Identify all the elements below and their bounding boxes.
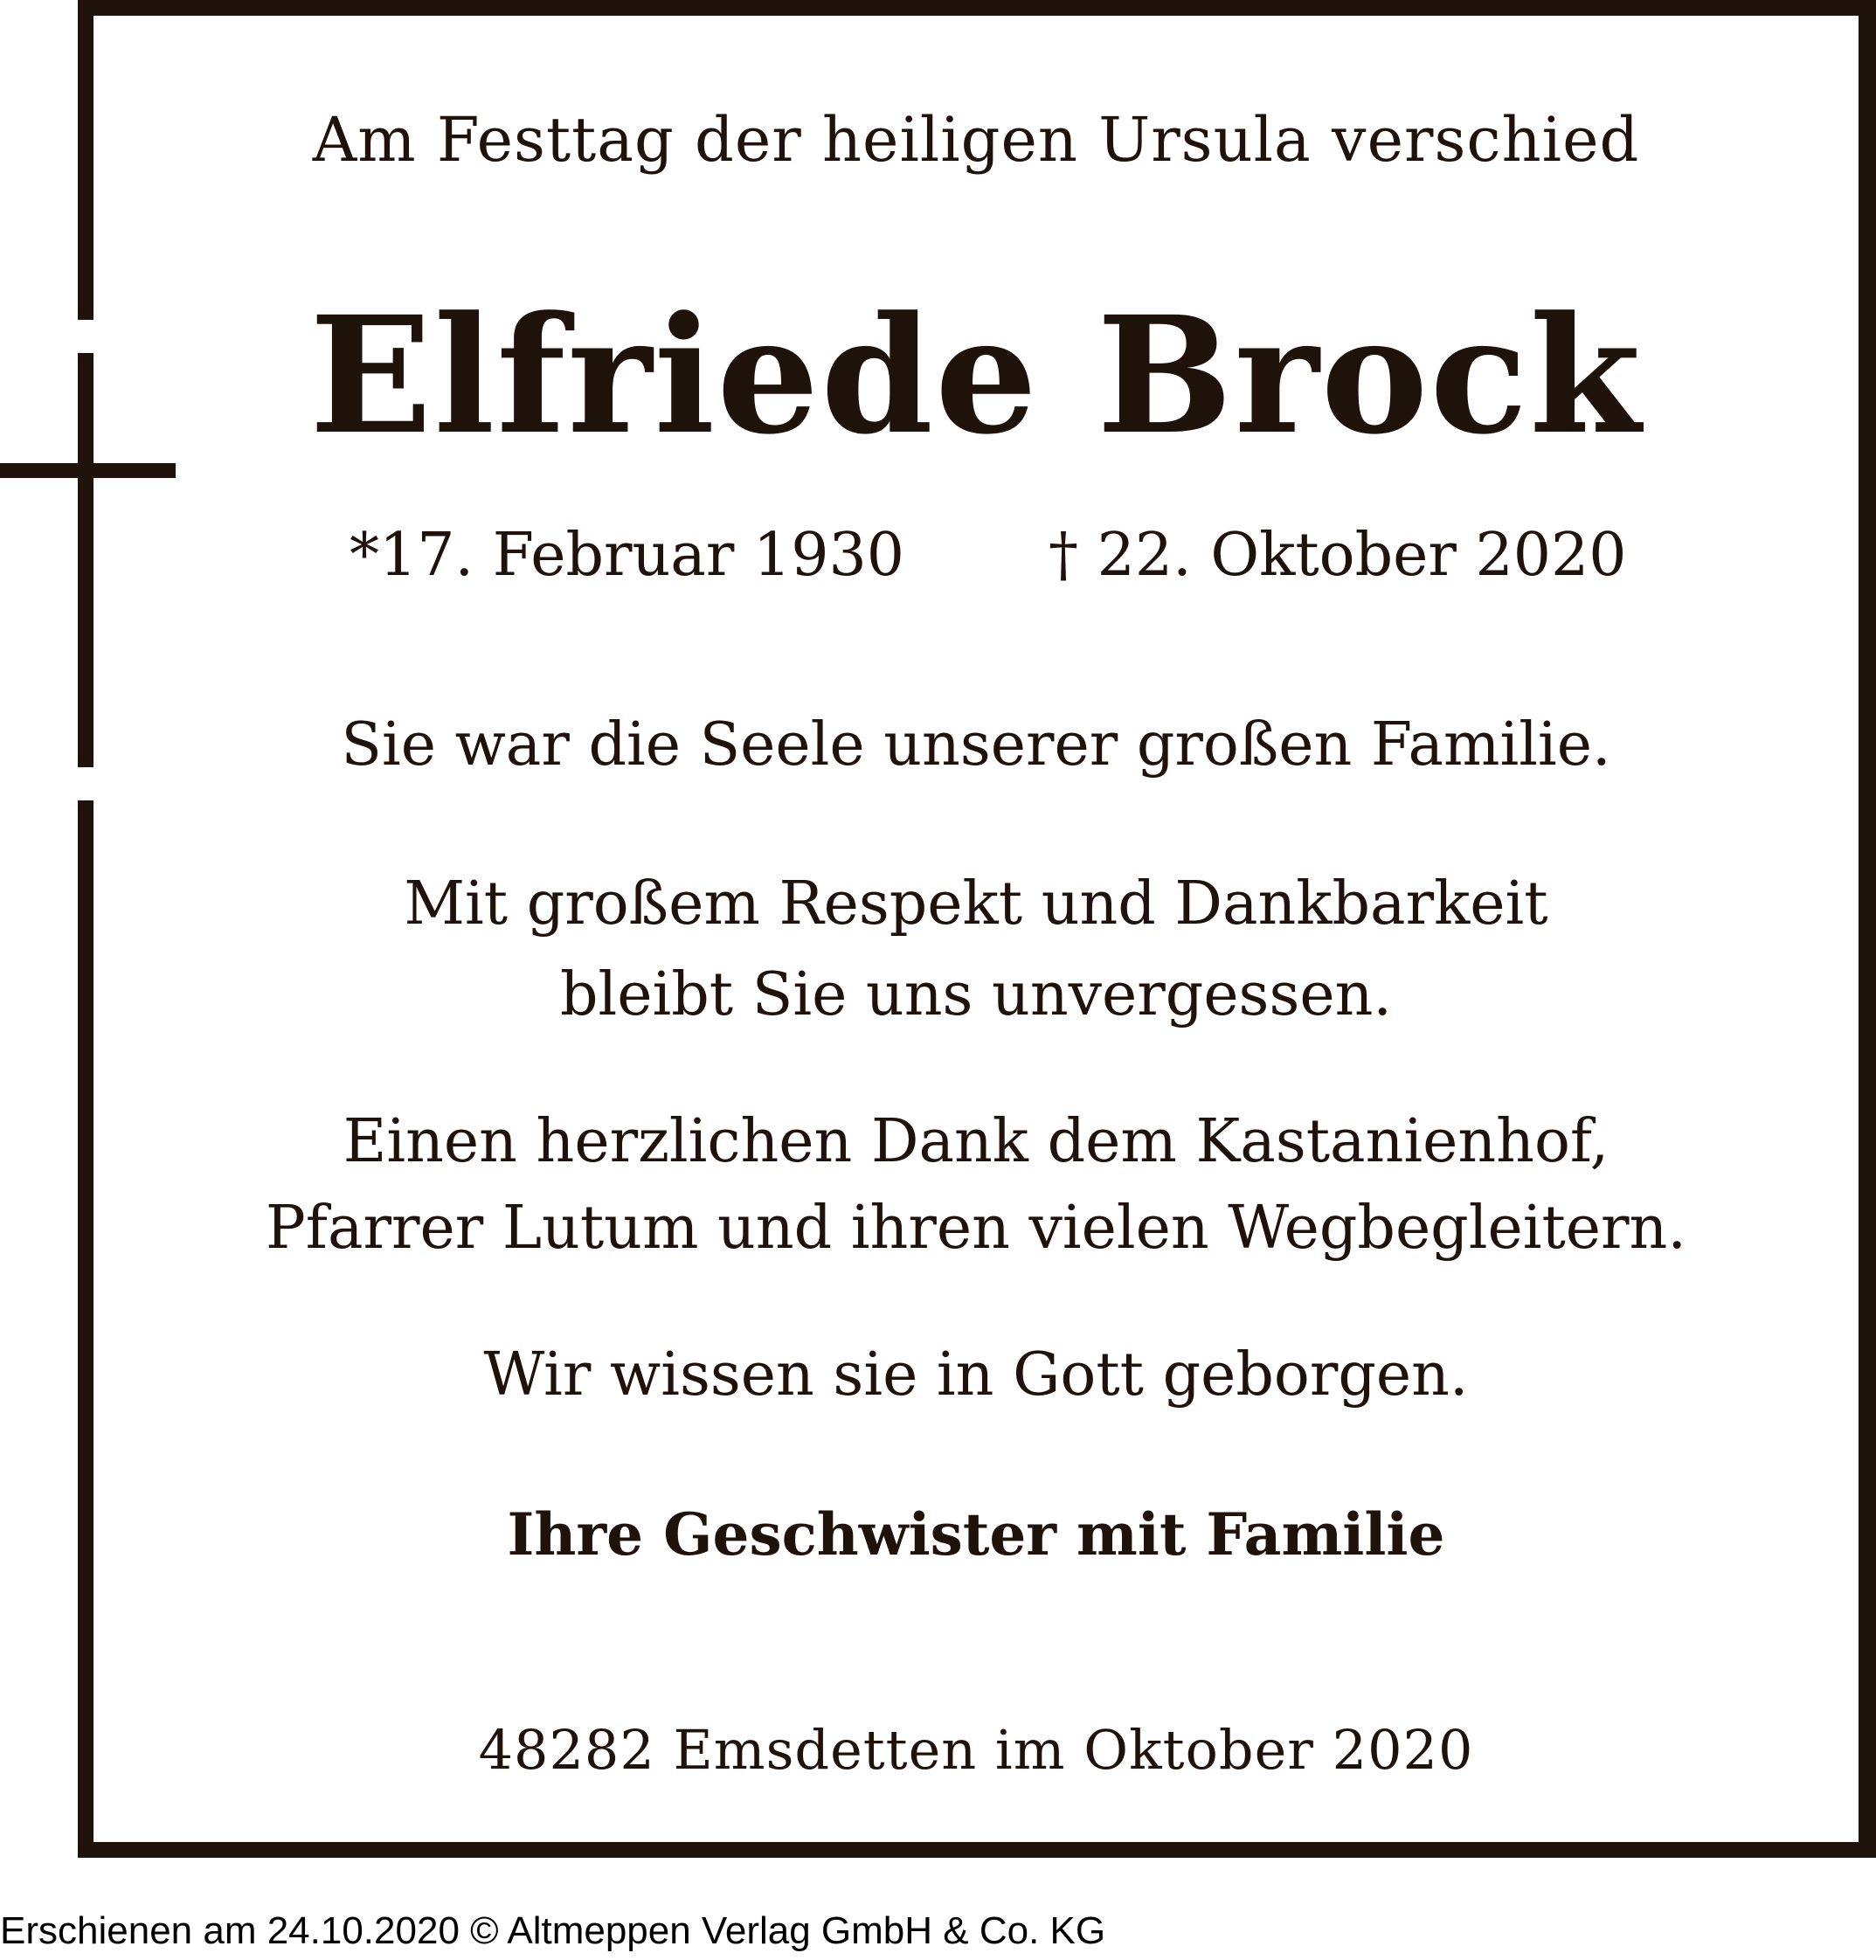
birth-date: *17. Februar 1930 xyxy=(350,521,905,590)
frame-top-border xyxy=(78,0,1876,16)
cross-icon-vertical xyxy=(78,353,93,767)
deceased-name: Elfriede Brock xyxy=(309,281,1643,470)
paragraph-respect-line1: Mit großem Respekt und Dankbarkeit xyxy=(404,869,1548,938)
intro-text: Am Festtag der heiligen Ursula verschied xyxy=(312,104,1640,176)
paragraph-faith: Wir wissen sie in Gott geborgen. xyxy=(483,1340,1469,1409)
paragraph-thanks-line1: Einen herzlichen Dank dem Kastanienhof, xyxy=(343,1107,1609,1176)
frame-bottom-border xyxy=(78,1842,1876,1858)
death-date: † 22. Oktober 2020 xyxy=(1049,521,1627,590)
frame-right-border xyxy=(1859,0,1876,1858)
frame-left-border-top xyxy=(78,0,93,320)
place-date: 48282 Emsdetten im Oktober 2020 xyxy=(478,1718,1474,1782)
paragraph-thanks-line2: Pfarrer Lutum und ihren vielen Wegbegleitern. xyxy=(266,1194,1686,1263)
paragraph-family: Sie war die Seele unserer großen Familie. xyxy=(341,710,1611,779)
paragraph-respect-line2: bleibt Sie uns unvergessen. xyxy=(560,960,1392,1029)
signature: Ihre Geschwister mit Familie xyxy=(507,1500,1445,1569)
publication-footer: Erschienen am 24.10.2020 © Altmeppen Verlag GmbH & Co. KG xyxy=(0,1909,1106,1952)
frame-left-border-bottom xyxy=(78,800,93,1858)
